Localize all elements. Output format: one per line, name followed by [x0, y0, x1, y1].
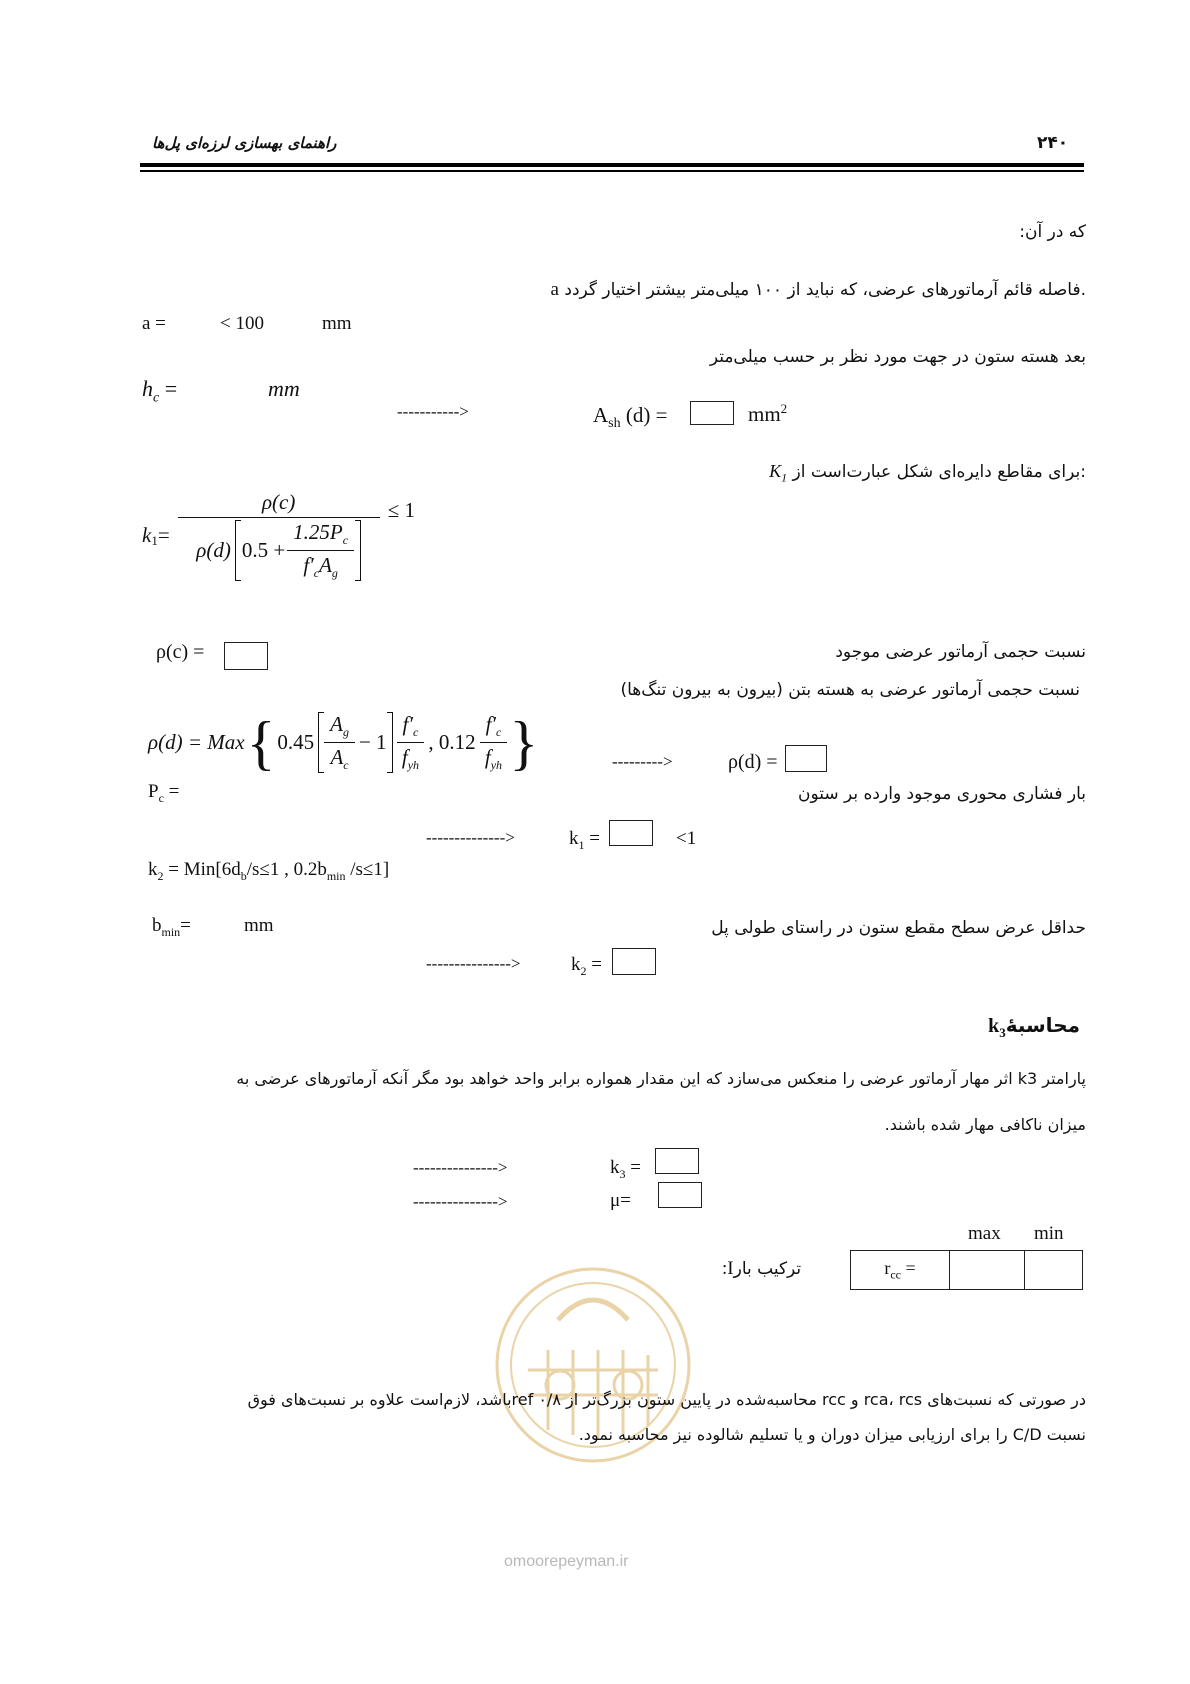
rcc-label-eq: =: [901, 1257, 916, 1278]
rho-c-label: ρ(c) =: [156, 641, 205, 663]
k1-row-label-sub: 1: [578, 837, 585, 852]
intro-text: که در آن:: [1019, 222, 1086, 242]
ash-label: [593, 403, 667, 432]
k1-formula: [142, 490, 415, 581]
rho-d-fyh-1: [402, 743, 419, 773]
k1-bracket: [235, 520, 361, 581]
a-unit: mm: [322, 313, 352, 334]
rho-d-formula: [148, 709, 539, 776]
table-col-max: max: [968, 1223, 1001, 1244]
rho-d-fyh-2: [485, 743, 502, 773]
k1-input-box[interactable]: [609, 820, 653, 846]
ash-label-arg: (d) =: [620, 403, 668, 427]
rcc-label-main: r: [884, 1257, 891, 1278]
k3-row-label-main: k: [610, 1157, 620, 1178]
k3-heading-sym-sub: 3: [999, 1025, 1006, 1040]
watermark-url: omoorepeyman.ir: [504, 1553, 629, 1570]
k1-row-label-main: k: [569, 828, 579, 849]
rho-d-lhs: ρ(d) = Max: [148, 730, 245, 755]
ash-arrow: ----------->: [397, 402, 469, 421]
k1-definition-text: برای مقاطع دایره‌ای شکل عبارت‌است از:: [792, 462, 1086, 482]
k1-formula-lhs-sub: 1: [151, 532, 158, 548]
k1-symbol: [769, 461, 788, 485]
k1-row-arrow: -------------->: [426, 828, 515, 847]
hc-label: [142, 376, 177, 406]
book-title: راهنمای بهسازی لرزه‌ای پل‌ها: [152, 134, 337, 152]
rho-d-ag-main: A: [330, 712, 343, 736]
rho-d-fc-1-main: f′: [402, 712, 413, 736]
k1-formula-rhs: ≤ 1: [387, 498, 415, 523]
rcc-label-cell: [851, 1251, 950, 1290]
ash-unit-sup: 2: [780, 401, 788, 416]
ash-label-main: A: [593, 403, 609, 427]
a-definition-text: فاصله قائم آرماتورهای عرضی، که نباید از ۱۰۰ میلی‌متر بیشتر اختیار گردد.: [564, 280, 1086, 300]
rho-d-ag-ac-fraction: [324, 712, 355, 773]
rho-d-ac-sub: c: [343, 758, 349, 773]
k1-inner-den-a-sub: g: [331, 566, 338, 581]
rho-d-coef1: 0.45: [277, 730, 315, 755]
pc-label-main: P: [148, 781, 159, 802]
rho-d-bracket-tl: [318, 712, 324, 713]
k2-formula-c: /s≤1 , 0.2b: [246, 859, 327, 880]
k2-formula-d: /s≤1]: [345, 859, 390, 880]
hc-definition: بعد هسته ستون در جهت مورد نظر بر حسب میلی‌متر: [709, 347, 1086, 367]
page-number: ۲۴۰: [1037, 133, 1069, 153]
header-rule-thick: [140, 163, 1084, 167]
k3-row-label-eq: =: [625, 1157, 641, 1178]
k1-formula-numerator: ρ(c): [178, 490, 380, 518]
a-limit: < 100: [220, 313, 264, 334]
k3-heading-text: محاسبهٔ: [1005, 1013, 1080, 1037]
k1-inner-den-f-sub: c: [313, 566, 320, 581]
k1-bracket-top-right: [355, 520, 361, 521]
k1-inner-num-main: 1.25P: [293, 520, 343, 544]
hc-label-sub: c: [153, 390, 160, 406]
table-col-min: min: [1034, 1223, 1064, 1244]
k1-inner-den-f: f′: [303, 553, 314, 578]
k1-row-limit: <1: [676, 828, 697, 849]
rho-d-bracket-tr: [387, 712, 393, 713]
rho-d-ag: [324, 712, 355, 743]
k2-formula: [148, 859, 389, 884]
k1-row-label-eq: =: [584, 828, 600, 849]
pc-label-eq: =: [163, 781, 180, 802]
mu-input-box[interactable]: [658, 1182, 702, 1208]
rcc-label-sub: cc: [890, 1267, 901, 1282]
rho-d-description: نسبت حجمی آرماتور عرضی به هسته بتن (بیرون به بیرون تنگ‌ها): [620, 680, 1080, 700]
rho-d-coef2: , 0.12: [428, 730, 476, 755]
k1-inner-a: 0.5 +: [241, 538, 286, 563]
k2-formula-a: k: [148, 859, 158, 880]
ash-unit-main: mm: [748, 402, 781, 426]
rho-d-ac-main: A: [330, 745, 344, 770]
bmin-description: حداقل عرض سطح مقطع ستون در راستای طولی پل: [711, 918, 1086, 938]
header-rule-thin: [140, 170, 1084, 172]
rcc-min-cell[interactable]: [1025, 1251, 1083, 1290]
rho-d-fc-1: [397, 712, 425, 743]
pc-description: بار فشاری محوری موجود وارده بر ستون: [797, 784, 1086, 804]
k1-inner-num-sub: c: [342, 533, 349, 548]
k3-heading-sym-main: k: [988, 1015, 1000, 1037]
rho-d-fc-1-sub: c: [412, 725, 419, 740]
k1-row-label: [569, 828, 600, 853]
k1-definition: [769, 461, 1086, 486]
k2-row-label-eq: =: [586, 954, 602, 975]
rho-d-bracket-bl: [318, 772, 324, 773]
rho-d-result-label: ρ(d) =: [728, 751, 778, 773]
k3-input-box[interactable]: [655, 1148, 699, 1174]
rho-d-bracket: [318, 712, 392, 773]
load-combo-id: I:: [722, 1258, 734, 1279]
rho-d-fc-2: [480, 712, 508, 743]
k3-paragraph-line1: پارامتر k3 اثر مهار آرماتور عرضی را منعکس می‌سازد که این مقدار همواره برابر واحد خواهد بود مگر آنکه آرماتورهای عرضی به: [236, 1069, 1086, 1088]
rho-c-description: نسبت حجمی آرماتور عرضی موجود: [835, 642, 1086, 662]
rho-d-right-brace: }: [509, 709, 539, 776]
rho-d-fyh-2-main: f: [484, 745, 491, 770]
rho-d-fyh-1-main: f: [401, 745, 408, 770]
load-combo-text: ترکیب بار: [733, 1259, 802, 1279]
rho-d-fc-fyh-fraction-2: [480, 712, 508, 773]
hc-label-eq: =: [159, 376, 178, 401]
hc-label-main: h: [142, 376, 153, 401]
k3-heading: [988, 1013, 1080, 1041]
bmin-label-eq: =: [180, 915, 191, 936]
k1-formula-eq: =: [157, 523, 170, 548]
a-symbol: a: [550, 279, 559, 300]
rho-d-fc-2-sub: c: [496, 725, 502, 740]
rho-d-fc-2-main: f′: [485, 712, 496, 736]
rho-d-ac: [330, 743, 348, 773]
hc-unit: mm: [268, 376, 300, 401]
rho-d-fc-fyh-fraction-1: [397, 712, 425, 773]
k2-formula-sub-c: min: [326, 868, 346, 883]
k2-row-label: [571, 954, 602, 979]
k2-row-label-main: k: [571, 954, 581, 975]
bmin-unit: mm: [244, 915, 274, 936]
rho-d-ag-sub: g: [342, 725, 349, 740]
rho-c-input-box[interactable]: [224, 642, 268, 670]
a-definition: [551, 279, 1086, 301]
rcc-table-row: [851, 1251, 1083, 1290]
pc-label-sub: c: [158, 790, 164, 805]
k1-bracket-bottom-left: [235, 580, 241, 581]
k3-row-label: [610, 1157, 641, 1182]
k3-row-label-sub: 3: [619, 1166, 626, 1181]
k2-formula-sub-b: b: [240, 868, 247, 883]
rho-d-arrow: --------->: [612, 752, 673, 771]
ash-unit: [748, 401, 787, 427]
k2-formula-sub-a: 2: [157, 868, 164, 883]
rho-d-fyh-2-sub: yh: [490, 758, 503, 773]
final-paragraph-line1: در صورتی که نسبت‌های rca، rcs و rcc محاسبه‌شده در پایین ستون بزرگ‌تر از ref ۰/۸باشد، لازم‌است علاوه بر نسبت‌های فوق: [247, 1390, 1086, 1409]
k1-den-prefix: ρ(d): [196, 538, 231, 563]
k2-row-arrow: --------------->: [426, 954, 521, 973]
k1-formula-lhs: k: [142, 523, 152, 548]
mu-row-label: μ=: [610, 1190, 631, 1211]
bmin-label: [152, 915, 191, 940]
k3-row-arrow: --------------->: [413, 1158, 508, 1177]
k3-paragraph-line2: میزان ناکافی مهار شده باشند.: [884, 1115, 1086, 1134]
rho-d-input-box[interactable]: [785, 745, 827, 772]
ash-label-sub: sh: [608, 416, 621, 432]
rcc-table: [850, 1250, 1083, 1290]
k1-inner-denominator: [303, 551, 338, 581]
final-paragraph-line2: نسبت C/D را برای ارزیابی میزان دوران و یا تسلیم شالوده نیز محاسبه نمود.: [578, 1425, 1086, 1444]
k1-bracket-bottom-right: [355, 580, 361, 581]
mu-row-arrow: --------------->: [413, 1192, 508, 1211]
k2-row-label-sub: 2: [580, 963, 587, 978]
k1-bracket-top-left: [235, 520, 241, 521]
k1-inner-den-a: A: [319, 553, 332, 578]
k1-formula-fraction: [178, 490, 380, 581]
rho-d-bracket-br: [387, 772, 393, 773]
k2-formula-b: = Min[6d: [163, 859, 241, 880]
k1-inner-fraction: [287, 520, 354, 581]
ash-input-box[interactable]: [690, 401, 734, 425]
a-label: a =: [142, 313, 166, 334]
pc-label: [148, 781, 179, 806]
load-combo-label: [722, 1258, 809, 1280]
bmin-label-main: b: [152, 915, 162, 936]
k3-heading-sym: [988, 1015, 1006, 1040]
k1-symbol-sub: 1: [781, 470, 788, 485]
k1-symbol-main: K: [769, 461, 782, 481]
k1-formula-denominator: [196, 518, 361, 581]
rho-d-minus1: − 1: [358, 730, 387, 755]
k1-inner-numerator: [287, 520, 354, 551]
k2-input-box[interactable]: [612, 948, 656, 975]
rho-d-left-brace: {: [246, 709, 276, 776]
rho-d-fyh-1-sub: yh: [407, 758, 420, 773]
rcc-max-cell[interactable]: [950, 1251, 1025, 1290]
bmin-label-sub: min: [161, 924, 181, 939]
